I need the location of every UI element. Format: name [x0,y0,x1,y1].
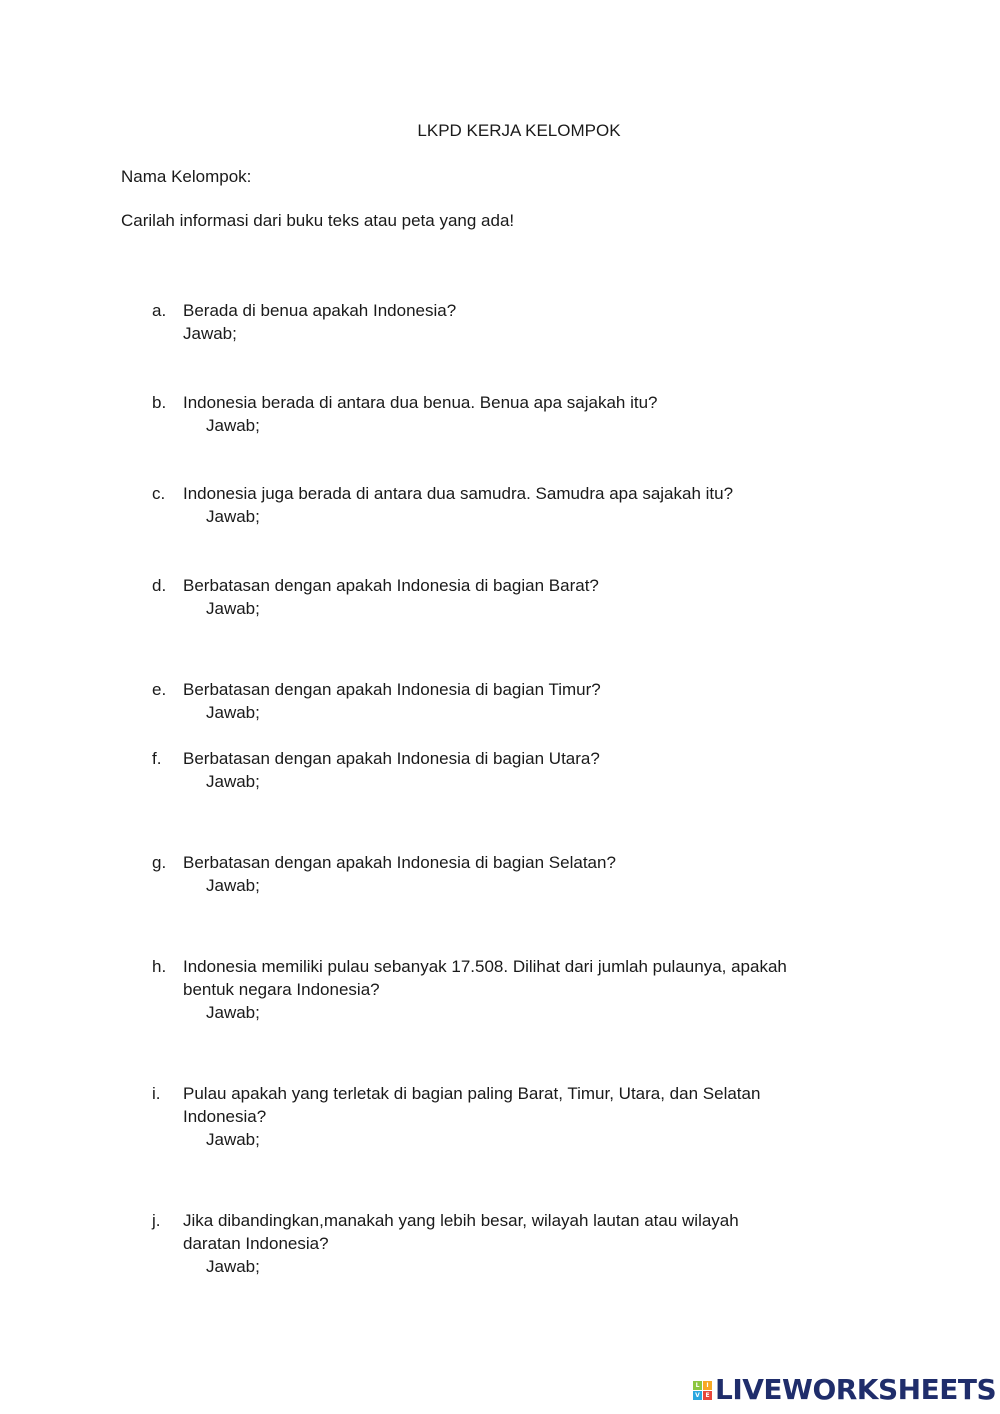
question-letter: i. [152,1084,161,1103]
logo-cell: V [693,1391,702,1400]
question-letter: f. [152,749,162,768]
logo-cell: I [703,1381,712,1390]
question-text: Indonesia memiliki pulau sebanyak 17.508. Dilihat dari jumlah pulaunya, apakah [183,957,787,976]
answer-label: Jawab; [206,876,260,895]
question-text: bentuk negara Indonesia? [183,980,380,999]
answer-label: Jawab; [206,703,260,722]
question-text: Indonesia juga berada di antara dua samudra. Samudra apa sajakah itu? [183,484,734,503]
question-text: Berbatasan dengan apakah Indonesia di bagian Timur? [183,680,601,699]
question-letter: b. [152,393,167,412]
question-letter: j. [152,1211,161,1230]
question-text: daratan Indonesia? [183,1234,329,1253]
answer-label: Jawab; [206,416,260,435]
answer-label: Jawab; [183,324,237,343]
question-text: Jika dibandingkan,manakah yang lebih besar, wilayah lautan atau wilayah [183,1211,739,1230]
question-text: Berbatasan dengan apakah Indonesia di bagian Utara? [183,749,600,768]
liveworksheets-logo [693,1375,996,1405]
logo-cell: L [693,1381,702,1390]
answer-label: Jawab; [206,599,260,618]
question-letter: d. [152,576,167,595]
question-text: Berada di benua apakah Indonesia? [183,301,457,320]
answer-label: Jawab; [206,1130,260,1149]
answer-label: Jawab; [206,507,260,526]
instruction-text: Carilah informasi dari buku teks atau peta yang ada! [121,211,515,230]
question-letter: e. [152,680,167,699]
question-text: Berbatasan dengan apakah Indonesia di bagian Barat? [183,576,599,595]
question-letter: a. [152,301,167,320]
liveworksheets-logo-icon [693,1381,712,1400]
logo-cell: E [703,1391,712,1400]
group-name-label: Nama Kelompok: [121,167,252,186]
answer-label: Jawab; [206,1257,260,1276]
question-text: Indonesia? [183,1107,267,1126]
answer-label: Jawab; [206,1003,260,1022]
liveworksheets-logo-text: LIVEWORKSHEETS [715,1373,997,1406]
question-text: Pulau apakah yang terletak di bagian paling Barat, Timur, Utara, dan Selatan [183,1084,761,1103]
question-letter: g. [152,853,167,872]
question-text: Berbatasan dengan apakah Indonesia di bagian Selatan? [183,853,616,872]
answer-label: Jawab; [206,772,260,791]
question-letter: c. [152,484,166,503]
page-title: LKPD KERJA KELOMPOK [417,121,621,140]
question-text: Indonesia berada di antara dua benua. Benua apa sajakah itu? [183,393,658,412]
question-letter: h. [152,957,167,976]
